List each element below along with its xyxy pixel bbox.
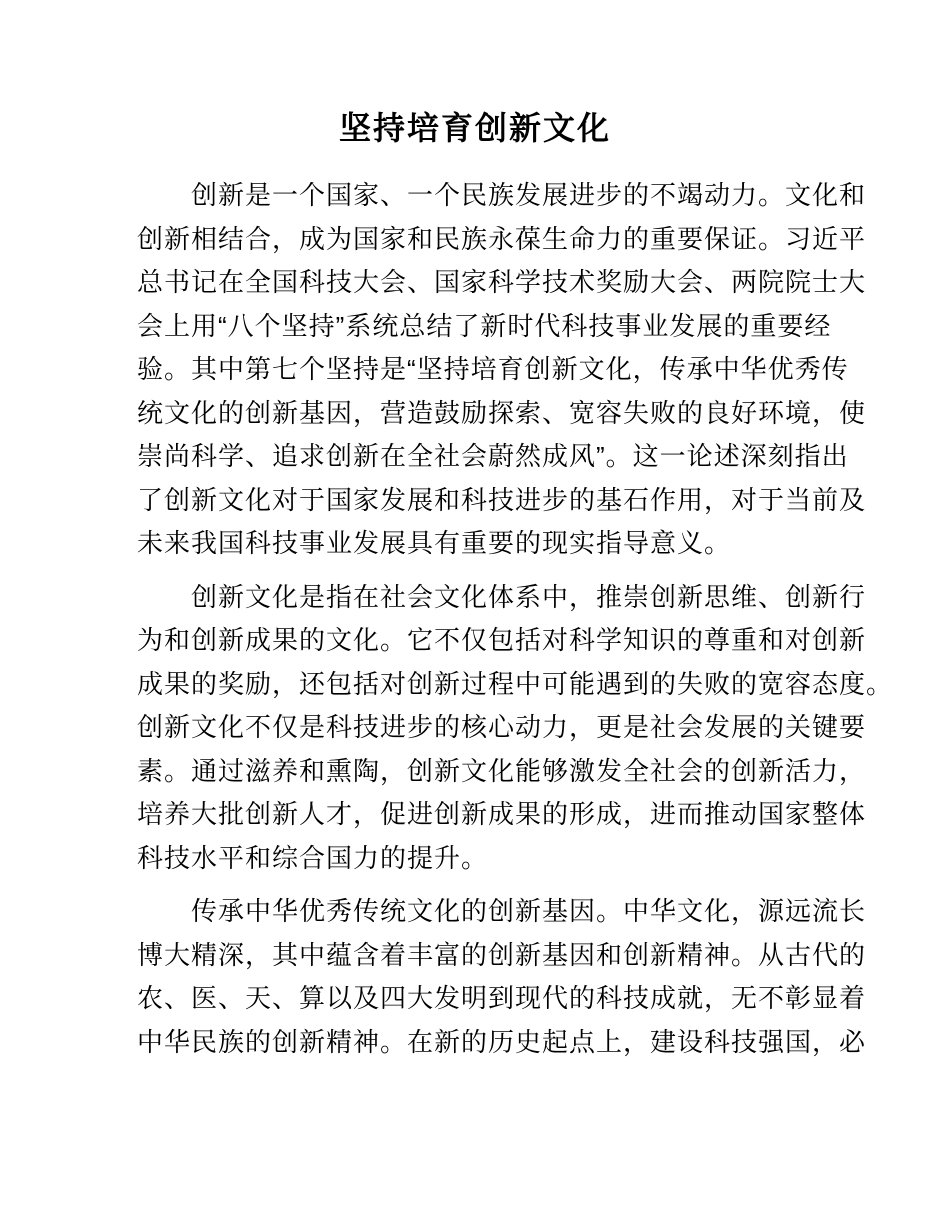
text-line: 总书记在全国科技大会、国家科学技术奖励大会、两院院士大	[137, 267, 867, 297]
text-line: 了创新文化对于国家发展和科技进步的基石作用，对于当前及	[137, 484, 867, 515]
document-content	[137, 104, 894, 1064]
text-line: 中华民族的创新精神。在新的历史起点上，建设科技强国，必	[137, 1026, 867, 1057]
text-line: 会上用“八个坚持”系统总结了新时代科技事业发展的重要经	[137, 310, 832, 341]
document-title: 坚持培育创新文化	[338, 110, 611, 146]
text-line: 创新文化是指在社会文化体系中，推崇创新思维、创新行	[191, 581, 867, 612]
text-line: 未来我国科技事业发展具有重要的现实指导意义。	[137, 528, 732, 558]
text-line: 统文化的创新基因，营造鼓励探索、宽容失败的良好环境，使	[137, 397, 867, 428]
text-line: 创新是一个国家、一个民族发展进步的不竭动力。文化和	[191, 180, 867, 210]
text-line: 培养大批创新人才，促进创新成果的形成，进而推动国家整体	[137, 799, 867, 829]
text-line: 为和创新成果的文化。它不仅包括对科学知识的尊重和对创新	[137, 625, 867, 655]
paragraph-1	[137, 174, 867, 566]
text-line: 创新文化不仅是科技进步的核心动力，更是社会发展的关键要	[137, 712, 867, 742]
text-line: 创新相结合，成为国家和民族永葆生命力的重要保证。习近平	[137, 223, 867, 254]
text-line: 成果的奖励，还包括对创新过程中可能遇到的失败的宽容态度。	[137, 668, 894, 699]
paragraph-3	[137, 890, 867, 1064]
text-line: 传承中华优秀传统文化的创新基因。中华文化，源远流长	[191, 896, 867, 926]
text-line: 农、医、天、算以及四大发明到现代的科技成就，无不彰显着	[137, 983, 867, 1013]
text-line: 博大精深，其中蕴含着丰富的创新基因和创新精神。从古代的	[137, 939, 867, 970]
text-line: 验。其中第七个坚持是“坚持培育创新文化，传承中华优秀传	[137, 354, 849, 384]
text-line: 素。通过滋养和熏陶，创新文化能够激发全社会的创新活力，	[137, 755, 867, 786]
text-line: 科技水平和综合国力的提升。	[137, 842, 489, 873]
text-line: 崇尚科学、追求创新在全社会蔚然成风”。这一论述深刻指出	[137, 441, 849, 471]
paragraph-2	[137, 576, 894, 881]
